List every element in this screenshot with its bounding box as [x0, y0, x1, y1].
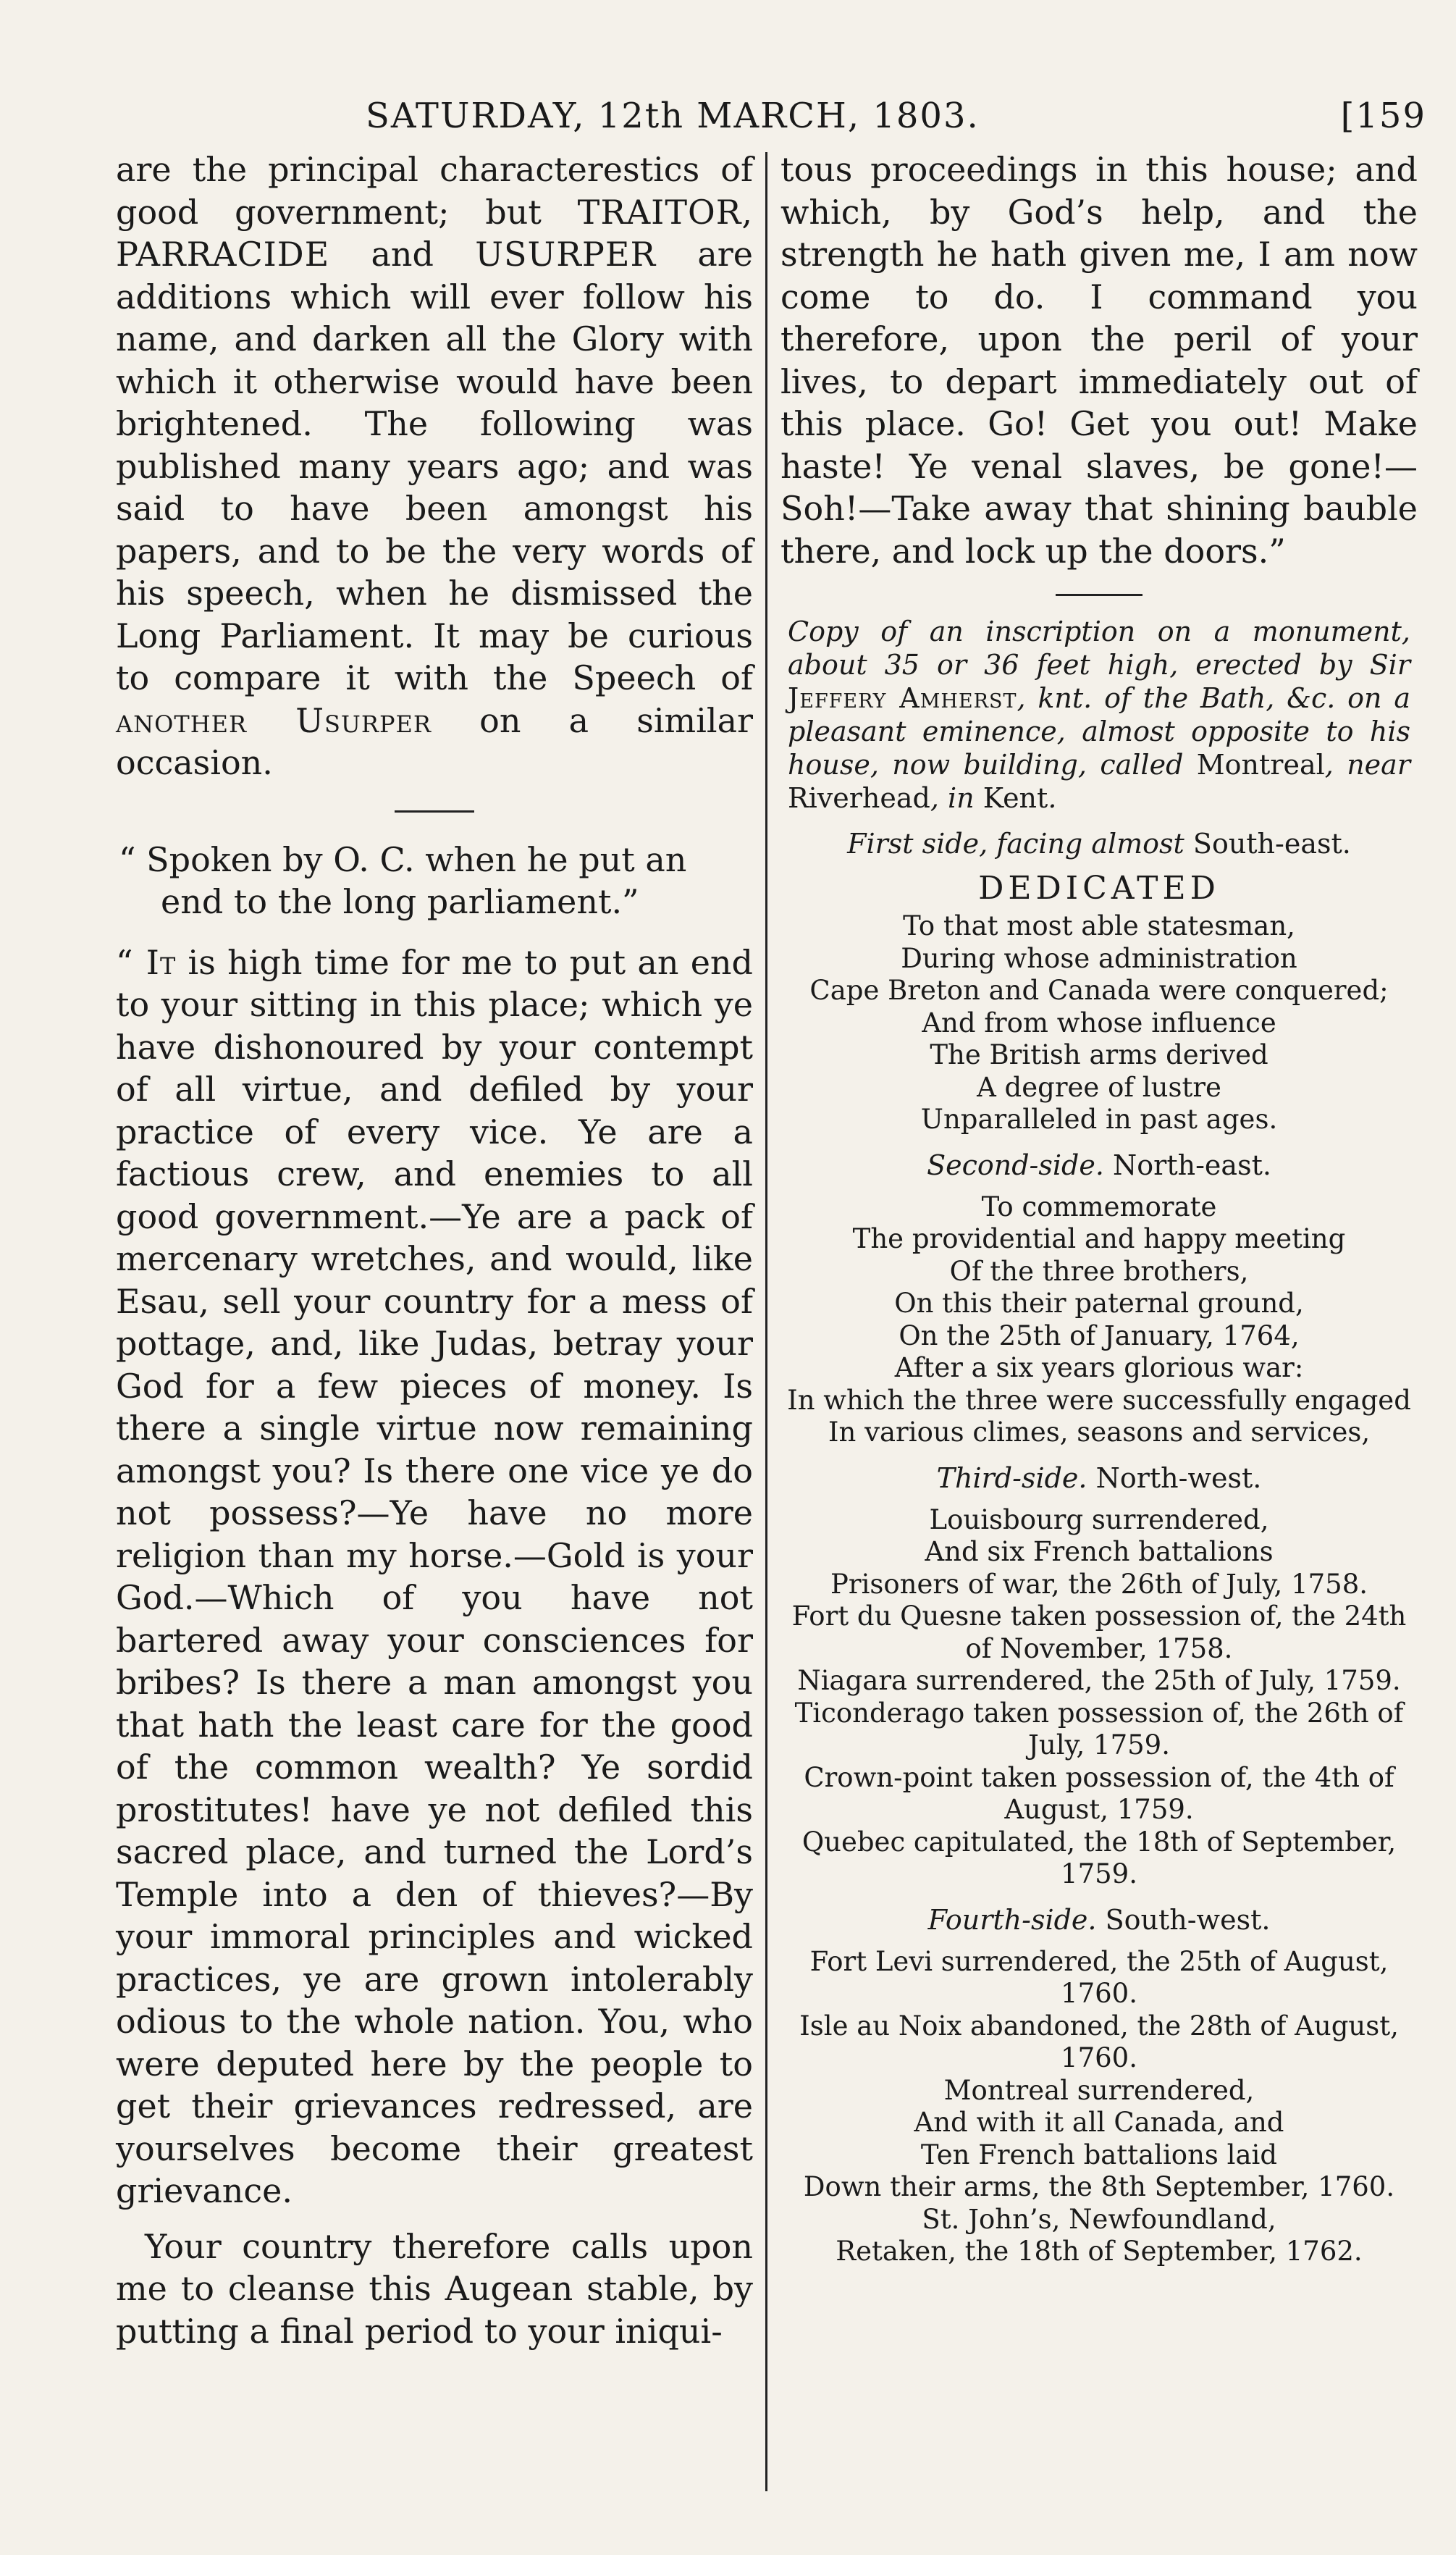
inscription-line: Quebec capitulated, the 18th of September, — [801, 1826, 1397, 1858]
inscription-line: Ticonderago taken possession of, the 26th of — [794, 1697, 1404, 1729]
side-3-lines — [780, 1504, 1418, 1891]
inscription-line: Isle au Noix abandoned, the 28th of August, — [799, 2010, 1399, 2042]
side-2-label: Second-side. — [927, 1149, 1104, 1181]
inscription-line: July, 1759. — [1028, 1729, 1170, 1761]
side-4-direction: South-west. — [1105, 1903, 1271, 1936]
inscription-line: Unparalleled in past ages. — [920, 1104, 1278, 1135]
inscription-line: To that most able statesman, — [903, 910, 1295, 941]
inscription-line: Of the three brothers, — [949, 1255, 1249, 1287]
page-number: [159 — [1340, 96, 1426, 136]
side-1-heading — [780, 825, 1418, 863]
left-column — [116, 148, 753, 2352]
section-rule — [395, 810, 474, 813]
inscription-line: In which the three were successfully engaged — [787, 1384, 1411, 1416]
intro-emph-3: another Usurper — [116, 700, 432, 740]
inscription-line: After a six years glorious war: — [894, 1352, 1304, 1383]
side-1-direction: South-east. — [1192, 828, 1351, 860]
inscription-line: Niagara surrendered, the 25th of July, 1759. — [797, 1665, 1401, 1696]
inscription-intro-b: , knt. of the Bath, &c. on a pleasant eminence, almost opposite to his house, now building, called — [788, 682, 1410, 781]
inscription-line: Prisoners of war, the 26th of July, 1758. — [830, 1568, 1368, 1600]
side-4-lines — [780, 1946, 1418, 2268]
inscription-intro-d: , in — [930, 782, 983, 814]
inscription-line: A degree of lustre — [977, 1071, 1221, 1103]
intro-text-1: are the principal characterestics of good government; but — [116, 150, 753, 232]
side-1-label: First side, facing almost — [847, 828, 1184, 860]
intro-emph-2: USURPER — [475, 235, 657, 274]
inscription-line: Crown-point taken possession of, the 4th of — [804, 1761, 1394, 1793]
inscription-line: On the 25th of January, 1764, — [899, 1320, 1300, 1351]
side-3-heading — [780, 1459, 1418, 1497]
inscription-line: In various climes, seasons and services, — [828, 1417, 1371, 1448]
inscription-line: Down their arms, the 8th September, 1760. — [803, 2171, 1395, 2202]
inscription-line: 1760. — [1061, 1978, 1137, 2009]
speech-heading-line-1: “ Spoken by O. C. when he put an — [119, 839, 687, 879]
inscription-line: Retaken, the 18th of September, 1762. — [836, 2236, 1363, 2267]
intro-text-4: on a similar occasion. — [116, 700, 754, 782]
inscription-place-2: Riverhead — [788, 782, 930, 814]
intro-emph-1: TRAITOR, PARRACIDE — [116, 192, 753, 274]
side-2-lines — [780, 1191, 1418, 1449]
page-title: SATURDAY, 12th MARCH, 1803. — [366, 96, 980, 136]
inscription-line: Cape Breton and Canada were conquered; — [809, 975, 1389, 1006]
inscription-name: Jeffery Amherst — [788, 682, 1017, 714]
inscription-line: And six French battalions — [925, 1536, 1274, 1567]
inscription-line: St. John’s, Newfoundland, — [922, 2203, 1276, 2235]
inscription-line: Fort Levi surrendered, the 25th of August, — [809, 1945, 1389, 1977]
inscription-line: Fort du Quesne taken possession of, the 24th — [791, 1600, 1407, 1632]
intro-text-2: and — [329, 235, 476, 274]
inscription-line: Montreal surrendered, — [943, 2074, 1255, 2106]
inscription-line: And from whose influence — [922, 1007, 1276, 1039]
inscription-line: 1759. — [1061, 1858, 1137, 1889]
inscription-line: Louisbourg surrendered, — [929, 1503, 1269, 1535]
inscription-intro-c: , near — [1324, 749, 1410, 781]
side-2-heading — [780, 1146, 1418, 1184]
column-divider — [765, 152, 767, 2491]
side-3-direction: North-west. — [1095, 1461, 1262, 1494]
intro-text-3: are additions which will ever follow his name, and darken all the Glory with which it otherwise would have been brightened. The following was published many years ago; and was said to have been amongst his papers, and to be the very words of his speech, when he dismissed the Long Parliament. It may be curious to compare it with the Speech of — [116, 235, 753, 697]
inscription-line: of November, 1758. — [965, 1632, 1233, 1664]
inscription-line: During whose administration — [901, 942, 1297, 974]
speech-heading-line-2: end to the long parliament.” — [161, 881, 639, 921]
inscription-line: And with it all Canada, and — [914, 2107, 1284, 2138]
side-4-label: Fourth-side. — [927, 1903, 1097, 1936]
inscription-place: Montreal — [1196, 749, 1325, 781]
intro-paragraph — [116, 148, 753, 784]
side-1-lines — [780, 910, 1418, 1136]
speech-heading — [116, 839, 753, 923]
inscription-line: 1760. — [1061, 2042, 1137, 2073]
dedicated-heading: DEDICATED — [978, 870, 1220, 907]
speech-paragraph-2: Your country therefore calls upon me to cleanse this Augean stable, by putting a final period to your iniqui- — [116, 2226, 753, 2351]
side-2-direction: North-east. — [1113, 1149, 1271, 1181]
inscription-place-3: Kent — [982, 782, 1048, 814]
side-3-label: Third-side. — [936, 1461, 1087, 1494]
speech-continuation: tous proceedings in this house; and which, by God’s help, and the strength he hath given me, I am now come to do. I command you therefore, upon the peril of your lives, to depart immediately out of this place. Go! Get you out! Make haste! Ye venal slaves, be gone!—Soh!—Take away that shining bauble there, and lock up the doors.” — [780, 150, 1418, 571]
inscription-line: To commemorate — [981, 1191, 1217, 1222]
inscription-line: August, 1759. — [1004, 1794, 1194, 1825]
inscription-intro-a: Copy of an inscription on a monument, about 35 or 36 feet high, erected by Sir — [788, 616, 1410, 681]
right-column — [780, 148, 1418, 2268]
inscription-intro-e: . — [1048, 782, 1057, 814]
speech-opening-words: “ It — [116, 942, 177, 982]
inscription-line: Ten French battalions laid — [920, 2139, 1278, 2170]
side-4-heading — [780, 1901, 1418, 1939]
inscription-intro — [780, 615, 1418, 815]
section-rule-right — [1056, 594, 1143, 596]
inscription-line: On this their paternal ground, — [894, 1288, 1304, 1319]
inscription-line: The British arms derived — [930, 1039, 1268, 1070]
inscription-line: The providential and happy meeting — [852, 1223, 1346, 1254]
speech-paragraph-1 — [116, 941, 753, 2212]
speech-paragraph-1-text: is high time for me to put an end to your sitting in this place; which ye have dishonoured by your contempt of all virtue, and defiled by your practice of every vice. Ye are a factious crew, and enemies to all good government.—Ye are a pack of mercenary wretches, and would, like Esau, sell your country for a mess of pottage, and, like Judas, betray your God for a few pieces of money. Is there a single virtue now remaining amongst you? Is there one vice ye do not possess?—Ye have no more religion than my horse.—Gold is your God.—Which of you have not bartered away your consciences for bribes? Is there a man amongst you that hath the least care for the good of the common wealth? Ye sordid prostitutes! have ye not defiled this sacred place, and turned the Lord’s Temple into a den of thieves?—By your immoral principles and wicked practices, ye are grown intolerably odious to the whole nation. You, who were deputed here by the people to get their grievances redressed, are yourselves become their greatest grievance. — [116, 942, 754, 2210]
